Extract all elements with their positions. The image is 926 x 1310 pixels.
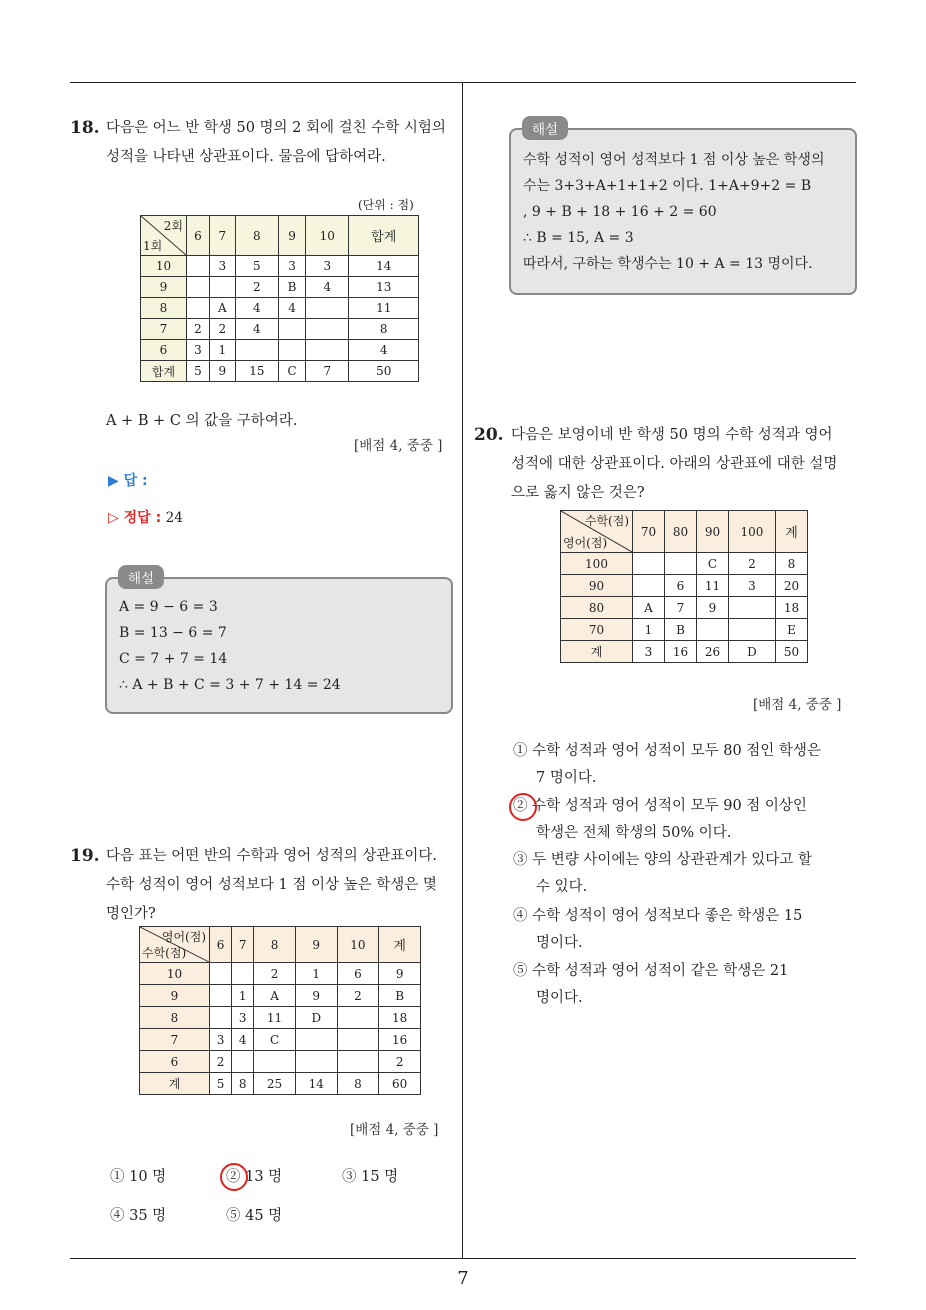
score-20: [배점 4, 중중 ] (753, 697, 842, 713)
table-cell: 14 (295, 1073, 337, 1095)
table-cell: B (279, 277, 306, 298)
column-divider (462, 82, 463, 1258)
table-19-corner-bottom: 수학(점) (142, 946, 187, 960)
row-label: 9 (141, 277, 187, 298)
row-label: 90 (561, 575, 633, 597)
table-cell (337, 1029, 379, 1051)
table-cell: 20 (775, 575, 807, 597)
table-cell: 3 (210, 1029, 232, 1051)
table-cell (235, 340, 278, 361)
option-20-5[interactable] (513, 958, 788, 1012)
table-cell: 3 (232, 1007, 254, 1029)
table-cell: 3 (633, 641, 665, 663)
table-cell (729, 619, 776, 641)
table-19-col-header: 7 (232, 927, 254, 963)
row-label: 70 (561, 619, 633, 641)
table-cell: 3 (279, 256, 306, 277)
row-label: 6 (141, 340, 187, 361)
table-cell: 1 (232, 985, 254, 1007)
table-cell (295, 1029, 337, 1051)
option-line: ① 수학 성적과 영어 성적이 모두 80 점인 학생은 (513, 743, 821, 759)
option-line: ④ 수학 성적이 영어 성적보다 좋은 학생은 15 (513, 908, 803, 924)
explanation-line: ∴ A + B + C = 3 + 7 + 14 = 24 (119, 677, 341, 693)
table-cell (279, 340, 306, 361)
table-18-col-header: 7 (209, 216, 235, 256)
answer-label-18: ▶ 답 : (108, 473, 148, 489)
top-rule (70, 82, 856, 83)
bottom-rule (70, 1258, 856, 1259)
table-cell: 5 (235, 256, 278, 277)
question-19-line: 명인가? (106, 906, 156, 922)
table-18-col-header: 6 (187, 216, 210, 256)
option-20-2[interactable] (513, 793, 807, 847)
table-20-corner (561, 511, 633, 553)
table-cell (697, 619, 729, 641)
option-20-4[interactable] (513, 903, 802, 957)
row-label: 10 (141, 256, 187, 277)
table-cell (633, 575, 665, 597)
table-cell: 9 (209, 361, 235, 382)
explanation-line: C = 7 + 7 = 14 (119, 651, 228, 667)
table-cell: E (775, 619, 807, 641)
question-18-text (106, 114, 446, 172)
table-18-col-header: 10 (306, 216, 349, 256)
question-20-number: 20. (474, 425, 504, 445)
table-19-col-header: 9 (295, 927, 337, 963)
table-18-col-header: 9 (279, 216, 306, 256)
explanation-line: 따라서, 구하는 학생수는 10 + A = 13 명이다. (523, 256, 813, 272)
table-cell: D (729, 641, 776, 663)
option-line: 명이다. (536, 935, 583, 951)
table-19-col-header: 계 (379, 927, 421, 963)
table-cell (306, 340, 349, 361)
question-19-line: 수학 성적이 영어 성적보다 1 점 이상 높은 학생은 몇 (106, 877, 437, 893)
table-18-corner-top: 2회 (163, 219, 183, 233)
option-20-3[interactable] (513, 847, 812, 901)
table-cell: 50 (775, 641, 807, 663)
row-label: 8 (141, 298, 187, 319)
table-cell: 2 (187, 319, 210, 340)
table-cell: 9 (295, 985, 337, 1007)
table-cell: 60 (379, 1073, 421, 1095)
table-cell: 8 (775, 553, 807, 575)
table-cell: 2 (729, 553, 776, 575)
table-cell: 1 (295, 963, 337, 985)
unit-label: (단위 : 점) (358, 198, 414, 212)
option-19-2[interactable]: ② 13 명 (226, 1169, 283, 1185)
table-cell (295, 1051, 337, 1073)
option-19-5[interactable]: ⑤ 45 명 (226, 1208, 283, 1224)
explanation-tag-18: 해설 (118, 565, 164, 589)
table-cell: 25 (254, 1073, 296, 1095)
option-19-1[interactable]: ① 10 명 (110, 1169, 167, 1185)
row-label: 합계 (141, 361, 187, 382)
table-20-col-header: 계 (775, 511, 807, 553)
table-cell: 2 (337, 985, 379, 1007)
table-cell: 6 (665, 575, 697, 597)
table-19-col-header: 6 (210, 927, 232, 963)
table-cell (337, 1007, 379, 1029)
table-18-col-header: 8 (235, 216, 278, 256)
explanation-line: 수는 3+3+A+1+1+2 이다. 1+A+9+2 = B (523, 178, 812, 194)
table-cell (210, 963, 232, 985)
row-label: 8 (140, 1007, 210, 1029)
table-cell: 9 (379, 963, 421, 985)
table-cell: 2 (235, 277, 278, 298)
correlation-table-20 (560, 510, 808, 663)
table-cell (209, 277, 235, 298)
option-line: 수 있다. (536, 879, 588, 895)
table-cell (187, 256, 210, 277)
table-cell: 16 (379, 1029, 421, 1051)
table-cell (665, 553, 697, 575)
table-20-col-header: 90 (697, 511, 729, 553)
table-cell (187, 277, 210, 298)
question-19-number: 19. (70, 846, 100, 866)
table-cell: 2 (254, 963, 296, 985)
table-cell: C (697, 553, 729, 575)
question-18-line-1: 다음은 어느 반 학생 50 명의 2 회에 걸친 수학 시험의 (106, 120, 446, 136)
table-cell: 4 (306, 277, 349, 298)
row-label: 100 (561, 553, 633, 575)
table-cell: 7 (665, 597, 697, 619)
table-cell: 16 (665, 641, 697, 663)
option-20-1[interactable] (513, 738, 821, 792)
table-cell: 3 (209, 256, 235, 277)
row-label: 계 (140, 1073, 210, 1095)
question-19-line: 다음 표는 어떤 반의 수학과 영어 성적의 상관표이다. (106, 848, 438, 864)
option-line: ② 수학 성적과 영어 성적이 모두 90 점 이상인 (513, 798, 807, 814)
table-cell: B (665, 619, 697, 641)
score-19: [배점 4, 중중 ] (350, 1122, 439, 1138)
table-cell (232, 1051, 254, 1073)
table-cell: 8 (337, 1073, 379, 1095)
option-line: ③ 두 변량 사이에는 양의 상관관계가 있다고 할 (513, 852, 812, 868)
table-19-corner-top: 영어(점) (161, 930, 206, 944)
row-label: 계 (561, 641, 633, 663)
table-cell: 14 (349, 256, 419, 277)
table-20-col-header: 70 (633, 511, 665, 553)
table-cell: 6 (337, 963, 379, 985)
table-cell (633, 553, 665, 575)
table-cell: 18 (775, 597, 807, 619)
table-cell: 18 (379, 1007, 421, 1029)
table-cell: 5 (210, 1073, 232, 1095)
correlation-table-18 (140, 215, 419, 382)
table-cell (210, 1007, 232, 1029)
table-cell: 8 (232, 1073, 254, 1095)
table-cell: 4 (235, 319, 278, 340)
explanation-box-19 (509, 128, 857, 295)
table-cell (729, 597, 776, 619)
table-cell: 1 (209, 340, 235, 361)
question-20-text (511, 421, 837, 508)
correct-value: 24 (165, 510, 183, 526)
table-19-col-header: 10 (337, 927, 379, 963)
table-cell (306, 319, 349, 340)
correct-label: ▷ 정답 : (108, 510, 162, 526)
table-cell: C (254, 1029, 296, 1051)
table-cell: 11 (697, 575, 729, 597)
selected-answer-circle (220, 1163, 248, 1191)
question-20-line: 으로 옳지 않은 것은? (511, 485, 645, 501)
table-cell: A (209, 298, 235, 319)
table-cell: 7 (306, 361, 349, 382)
table-cell: 4 (235, 298, 278, 319)
selected-answer-circle (509, 793, 537, 821)
explanation-line: , 9 + B + 18 + 16 + 2 = 60 (523, 204, 717, 220)
table-cell (187, 298, 210, 319)
table-18-col-header: 합계 (349, 216, 419, 256)
explanation-line: A = 9 − 6 = 3 (119, 599, 218, 615)
table-cell: C (279, 361, 306, 382)
question-18-number: 18. (70, 118, 100, 138)
question-18-line-2: 성적을 나타낸 상관표이다. 물음에 답하여라. (106, 149, 386, 165)
option-line: 학생은 전체 학생의 50% 이다. (536, 825, 732, 841)
table-18-corner (141, 216, 187, 256)
table-cell: 2 (210, 1051, 232, 1073)
table-cell: 9 (697, 597, 729, 619)
table-cell (306, 298, 349, 319)
table-cell: 8 (349, 319, 419, 340)
score-18: [배점 4, 중중 ] (354, 438, 443, 454)
table-cell: 4 (232, 1029, 254, 1051)
table-cell: 2 (379, 1051, 421, 1073)
question-20-line: 성적에 대한 상관표이다. 아래의 상관표에 대한 설명 (511, 456, 838, 472)
correct-answer-18 (108, 507, 183, 527)
table-cell: D (295, 1007, 337, 1029)
table-cell: 3 (306, 256, 349, 277)
table-cell (254, 1051, 296, 1073)
row-label: 7 (141, 319, 187, 340)
row-label: 6 (140, 1051, 210, 1073)
table-cell: 26 (697, 641, 729, 663)
table-cell: 13 (349, 277, 419, 298)
table-cell: 4 (349, 340, 419, 361)
explanation-line: B = 13 − 6 = 7 (119, 625, 227, 641)
table-cell: 50 (349, 361, 419, 382)
question-18-prompt: A + B + C 의 값을 구하여라. (106, 413, 298, 429)
correlation-table-19 (139, 926, 421, 1095)
table-cell: 2 (209, 319, 235, 340)
table-cell: 5 (187, 361, 210, 382)
table-20-corner-bottom: 영어(점) (563, 536, 608, 550)
table-cell: 4 (279, 298, 306, 319)
table-cell: B (379, 985, 421, 1007)
question-20-line: 다음은 보영이네 반 학생 50 명의 수학 성적과 영어 (511, 427, 833, 443)
table-cell: 3 (187, 340, 210, 361)
option-line: 7 명이다. (536, 770, 597, 786)
table-18-corner-bottom: 1회 (143, 239, 163, 253)
explanation-tag-19: 해설 (522, 116, 568, 140)
row-label: 9 (140, 985, 210, 1007)
table-cell (210, 985, 232, 1007)
option-line: 명이다. (536, 990, 583, 1006)
table-20-corner-top: 수학(점) (584, 514, 629, 528)
table-cell: A (254, 985, 296, 1007)
page-number: 7 (457, 1268, 469, 1289)
table-20-col-header: 100 (729, 511, 776, 553)
table-cell: 11 (349, 298, 419, 319)
row-label: 10 (140, 963, 210, 985)
explanation-line: 수학 성적이 영어 성적보다 1 점 이상 높은 학생의 (523, 152, 825, 168)
row-label: 7 (140, 1029, 210, 1051)
row-label: 80 (561, 597, 633, 619)
table-19-corner (140, 927, 210, 963)
table-20-col-header: 80 (665, 511, 697, 553)
option-line: ⑤ 수학 성적과 영어 성적이 같은 학생은 21 (513, 963, 789, 979)
table-19-col-header: 8 (254, 927, 296, 963)
question-19-text (106, 842, 437, 929)
option-19-4[interactable]: ④ 35 명 (110, 1208, 167, 1224)
explanation-line: ∴ B = 15, A = 3 (523, 230, 634, 246)
table-cell (337, 1051, 379, 1073)
table-cell: 1 (633, 619, 665, 641)
table-cell (232, 963, 254, 985)
explanation-box-18 (105, 577, 453, 714)
option-19-3[interactable]: ③ 15 명 (342, 1169, 399, 1185)
table-cell: A (633, 597, 665, 619)
table-cell: 3 (729, 575, 776, 597)
table-cell: 11 (254, 1007, 296, 1029)
table-cell: 15 (235, 361, 278, 382)
table-cell (279, 319, 306, 340)
